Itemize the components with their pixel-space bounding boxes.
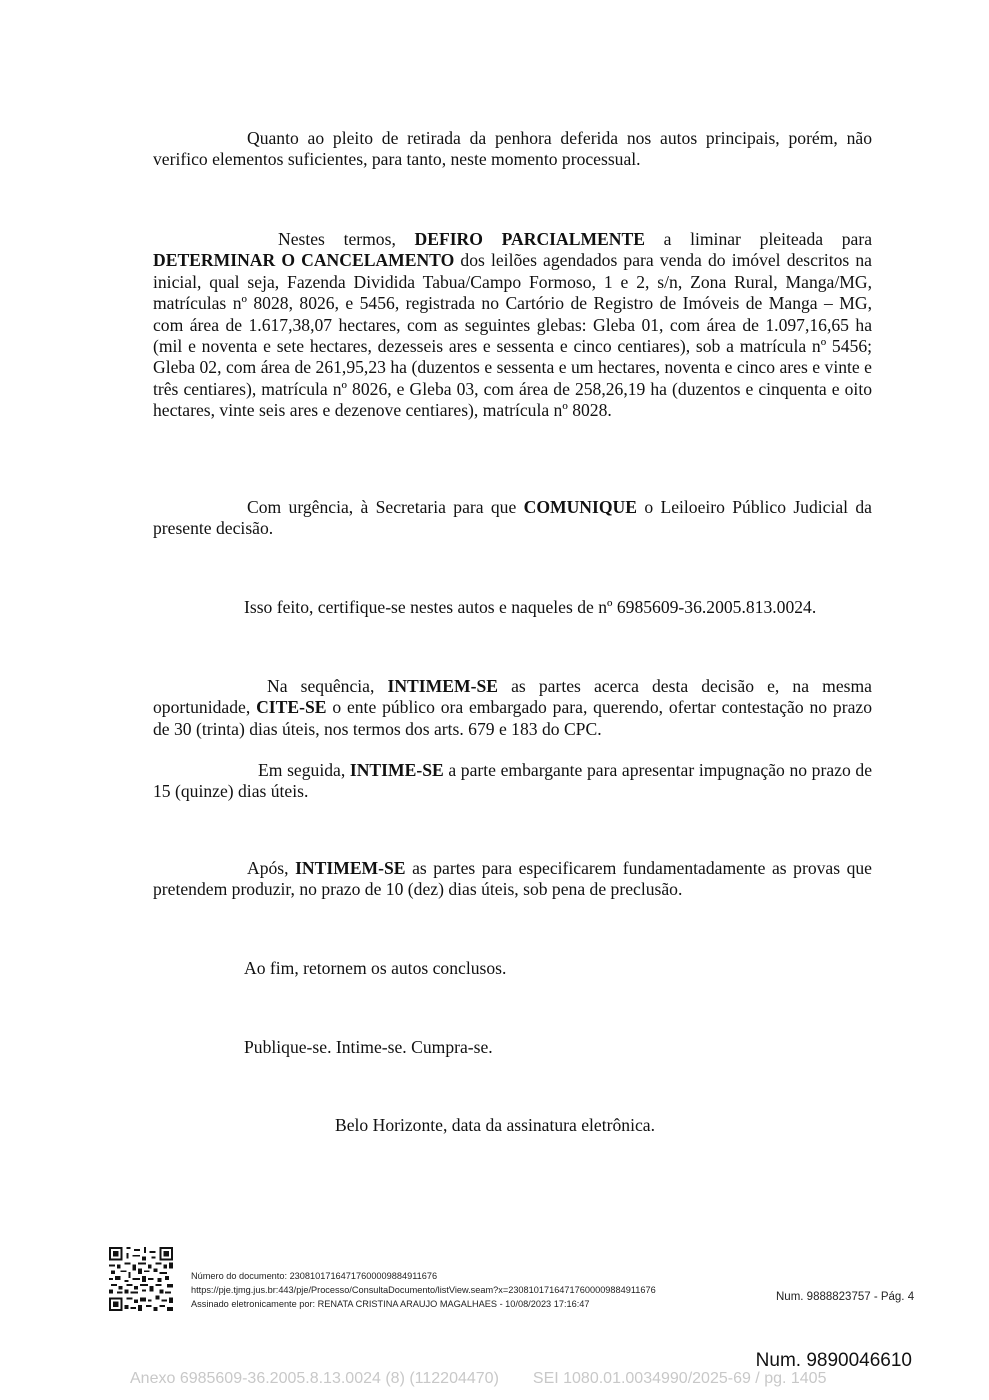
intime-se: INTIME-SE bbox=[349, 760, 444, 780]
paragraph-comunique: Com urgência, à Secretaria para que COMUNIQUE o Leiloeiro Público Judicial da presente decisão. bbox=[153, 497, 872, 539]
paragraph-conclusos: Ao fim, retornem os autos conclusos. bbox=[244, 958, 507, 978]
determinar-cancelamento: DETERMINAR O CANCELAMENTO bbox=[153, 250, 455, 271]
cite-se: CITE-SE bbox=[256, 697, 327, 718]
annex-reference: Anexo 6985609-36.2005.8.13.0024 (8) (112204470) bbox=[130, 1370, 499, 1387]
paragraph-penhora: Quanto ao pleito de retirada da penhora deferida nos autos principais, porém, não verifico elementos suficientes, para tanto, neste momento processual. bbox=[153, 128, 872, 170]
sei-reference: SEI 1080.01.0034990/2025-69 / pg. 1405 bbox=[532, 1370, 827, 1387]
qr-code-icon bbox=[108, 1247, 174, 1311]
paragraph-date-place: Belo Horizonte, data da assinatura eletrônica. bbox=[335, 1115, 655, 1135]
paragraph-intime-se: Em seguida, INTIME-SE a parte embargante para apresentar impugnação no prazo de 15 (quinze) dias úteis. bbox=[153, 760, 872, 802]
comunique: COMUNIQUE bbox=[523, 497, 637, 517]
footer-doc-number: Número do documento: 23081017164717600009884911676 bbox=[191, 1271, 438, 1281]
defiro-parcialmente: DEFIRO PARCIALMENTE bbox=[414, 229, 645, 249]
footer-signed-by: Assinado eletronicamente por: RENATA CRISTINA ARAUJO MAGALHAES - 10/08/2023 17:16:47 bbox=[191, 1299, 590, 1309]
footer-num-page: Num. 9888823757 - Pág. 4 bbox=[776, 1291, 915, 1303]
stamp-number: Num. 9890046610 bbox=[755, 1350, 912, 1371]
paragraph-provas: Após, INTIMEM-SE as partes para especificarem fundamentadamente as provas que pretendem produzir, no prazo de 10 (dez) dias úteis, sob pena de preclusão. bbox=[153, 858, 872, 900]
paragraph-publique: Publique-se. Intime-se. Cumpra-se. bbox=[244, 1037, 493, 1057]
paragraph-certifique: Isso feito, certifique-se nestes autos e naqueles de nº 6985609-36.2005.813.0024. bbox=[244, 597, 817, 617]
intimem-se: INTIMEM-SE bbox=[387, 676, 498, 696]
annex-watermark bbox=[130, 1370, 890, 1388]
footer-url[interactable]: https://pje.tjmg.jus.br:443/pje/Processo/ConsultaDocumento/listView.seam?x=23081017164717600009884911676 bbox=[191, 1285, 656, 1295]
intimem-se-provas: INTIMEM-SE bbox=[295, 858, 406, 878]
paragraph-decision: Nestes termos, DEFIRO PARCIALMENTE a liminar pleiteada para DETERMINAR O CANCELAMENTO dos leilões agendados para venda do imóvel descritos na inicial, qual seja, Fazenda Dividida Tabua/Campo Formoso, 1 e 2, s/n, Zona Rural, Manga/MG, matrículas nº 8028, 8026, e 5456, registrada no Cartório de Registro de Imóveis de Manga – MG, com área de 1.617,38,07 hectares, com as seguintes glebas: Gleba 01, com área de 1.097,16,65 ha (mil e noventa e sete hectares, dezesseis ares e sessenta e cinco centiares), sob a matrícula nº 5456; Gleba 02, com área de 261,95,23 ha (duzentos e sessenta e um hectares, noventa e cinco ares e vinte e três centiares), matrícula nº 8026, e Gleba 03, com área de 258,26,19 ha (duzentos e cinquenta e oito hectares, vinte seis ares e dezenove centiares), matrícula nº 8028. bbox=[153, 229, 872, 421]
paragraph-intimem-cite: Na sequência, INTIMEM-SE as partes acerca desta decisão e, na mesma oportunidade, CITE-SE o ente público ora embargado para, querendo, ofertar contestação no prazo de 30 (trinta) dias úteis, nos termos dos arts. 679 e 183 do CPC. bbox=[153, 676, 872, 739]
